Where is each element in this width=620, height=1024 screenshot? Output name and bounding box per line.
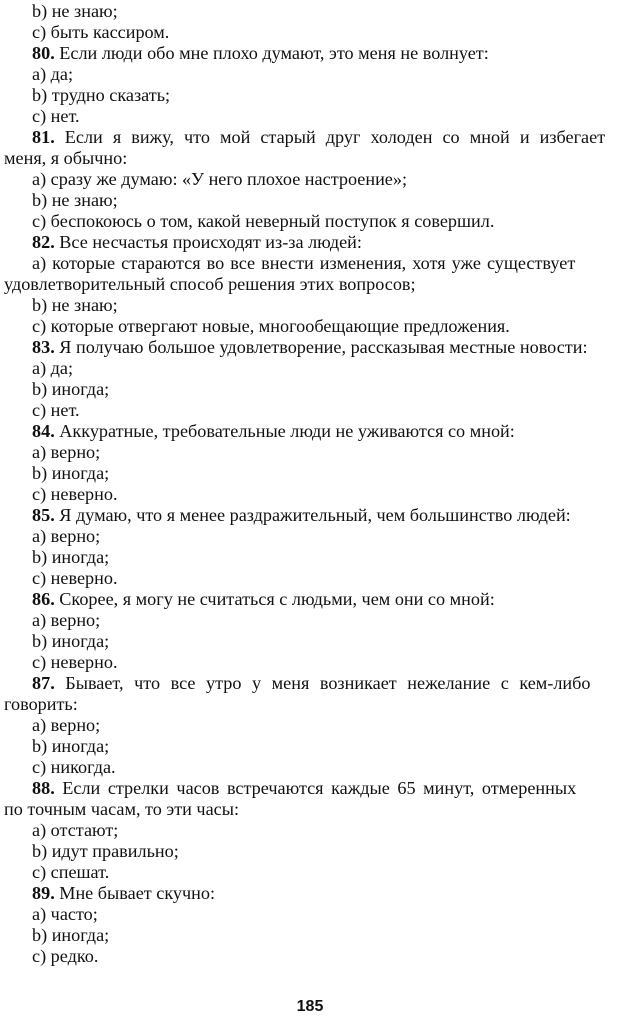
option-line: a) верно; [32, 715, 101, 735]
option-line: b) не знаю; [32, 1, 118, 21]
question-84 [4, 421, 618, 442]
question-80 [4, 43, 618, 64]
option-line: a) верно; [32, 526, 101, 546]
question-number: 86. [32, 589, 55, 609]
option-line: c) беспокоюсь о том, какой неверный поступок я совершил. [32, 211, 495, 231]
option-line: a) верно; [32, 610, 101, 630]
option-line: a) которые стараются во все внести изменения, хотя уже существует [32, 253, 576, 273]
option-line: a) отстают; [32, 820, 119, 840]
question-87 [4, 673, 618, 694]
option-line: c) нет. [32, 106, 80, 126]
option-line: b) иногда; [32, 547, 110, 567]
question-text: Я думаю, что я менее раздражительный, чем большинство людей: [54, 505, 571, 525]
option-line: c) неверно. [32, 652, 118, 672]
question-text: Я получаю большое удовлетворение, рассказывая местные новости: [54, 337, 588, 357]
option-line: a) да; [32, 358, 74, 378]
option-line: b) идут правильно; [32, 841, 179, 861]
question-81 [4, 127, 618, 148]
question-number: 82. [32, 232, 55, 252]
option-line: b) иногда; [32, 736, 110, 756]
option-line: b) иногда; [32, 463, 110, 483]
question-text: Все несчастья происходят из-за людей: [54, 232, 362, 252]
option-line: a) верно; [32, 442, 101, 462]
question-82 [4, 232, 618, 253]
question-number: 81. [32, 127, 55, 147]
option-line: c) неверно. [32, 484, 118, 504]
page-text [4, 0, 618, 967]
question-number: 87. [32, 673, 55, 693]
question-number: 88. [32, 778, 55, 798]
option-line: c) нет. [32, 400, 80, 420]
option-line: b) трудно сказать; [32, 85, 171, 105]
page-number: 185 [296, 998, 324, 1015]
option-line: c) которые отвергают новые, многообещающие предложения. [32, 316, 510, 336]
question-86 [4, 589, 618, 610]
option-line: c) неверно. [32, 568, 118, 588]
question-number: 85. [32, 505, 55, 525]
question-text: Если стрелки часов встречаются каждые 65 минут, отмеренных [54, 778, 577, 798]
question-text: Скорее, я могу не считаться с людьми, чем они со мной: [54, 589, 495, 609]
option-line: a) да; [32, 64, 74, 84]
option-line: b) иногда; [32, 379, 110, 399]
option-line: c) никогда. [32, 757, 116, 777]
question-text-continued: меня, я обычно: [4, 148, 128, 168]
question-88 [4, 778, 618, 799]
question-text: Если люди обо мне плохо думают, это меня не волнует: [54, 43, 489, 63]
question-text: Если я вижу, что мой старый друг холоден со мной и избегает [54, 127, 606, 147]
option-line: c) быть кассиром. [32, 22, 170, 42]
question-85 [4, 505, 618, 526]
option-line: a) часто; [32, 904, 98, 924]
option-line: b) не знаю; [32, 295, 118, 315]
question-number: 84. [32, 421, 55, 441]
question-number: 83. [32, 337, 55, 357]
option-line: c) редко. [32, 946, 99, 966]
option-line: b) иногда; [32, 925, 110, 945]
option-line: b) не знаю; [32, 190, 118, 210]
option-line: c) спешат. [32, 862, 110, 882]
question-number: 89. [32, 883, 55, 903]
question-89 [4, 883, 618, 904]
question-number: 80. [32, 43, 55, 63]
question-text: Бывает, что все утро у меня возникает нежелание с кем-либо [54, 673, 591, 693]
question-text: Мне бывает скучно: [54, 883, 216, 903]
option-line: a) сразу же думаю: «У него плохое настроение»; [32, 169, 408, 189]
question-text-continued: говорить: [4, 694, 78, 714]
question-text: Аккуратные, требовательные люди не уживаются со мной: [54, 421, 515, 441]
question-83 [4, 337, 618, 358]
option-line: b) иногда; [32, 631, 110, 651]
option-line-continued: удовлетворительный способ решения этих вопросов; [4, 274, 416, 294]
question-text-continued: по точным часам, то эти часы: [4, 799, 239, 819]
